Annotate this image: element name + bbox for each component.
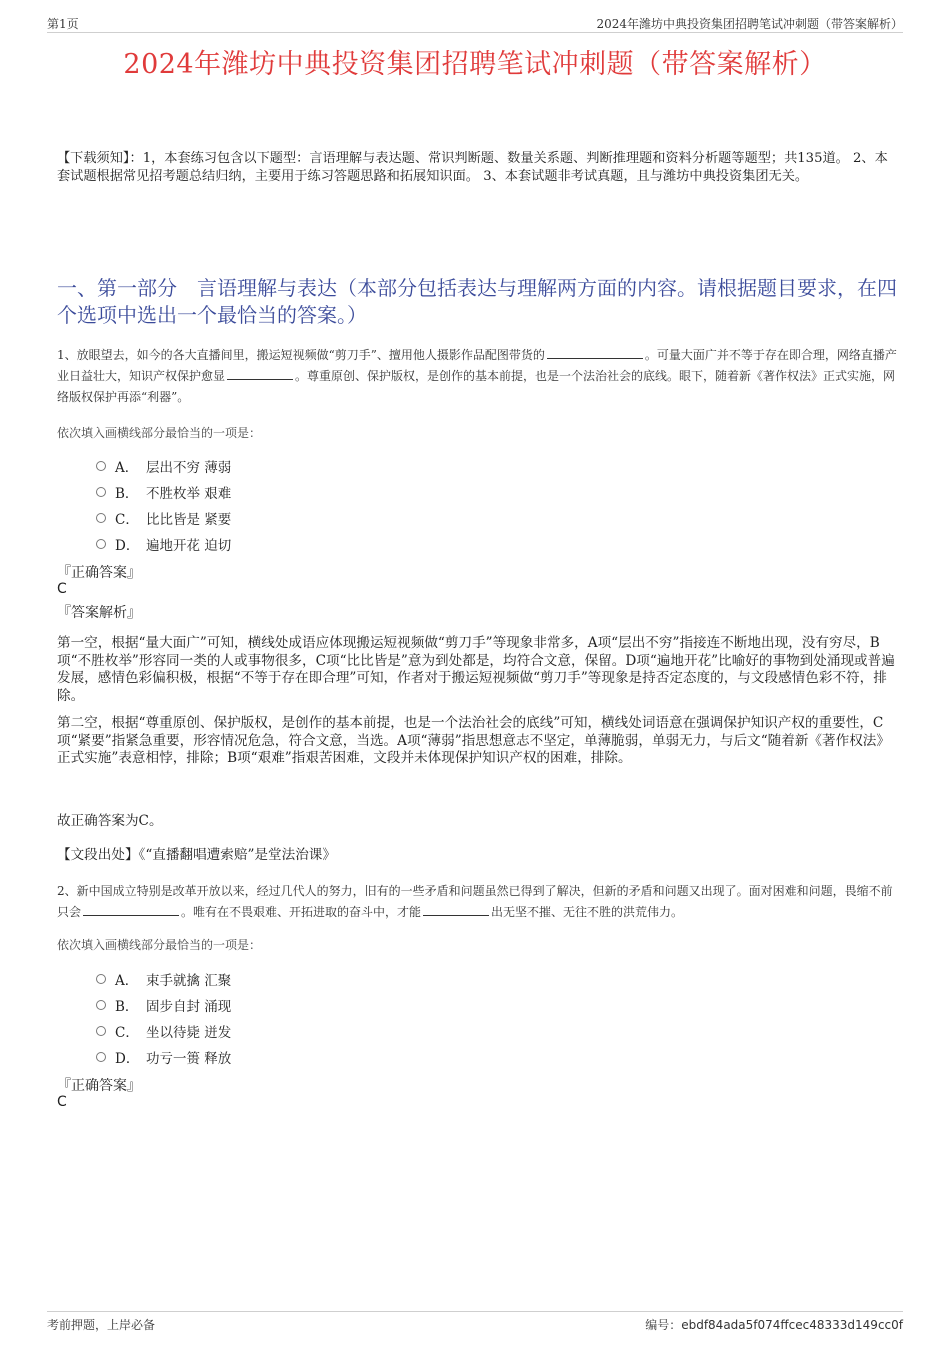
- q1-option-b[interactable]: [96, 479, 231, 505]
- q1-answer-label: 『正确答案』: [57, 565, 141, 581]
- page-number: 第1页: [47, 17, 79, 31]
- option-letter: C．: [115, 512, 139, 528]
- footer-code-label: 编号：: [645, 1318, 682, 1332]
- footer-code-value: ebdf84ada5f074ffcec48333d149cc0f: [681, 1318, 903, 1332]
- radio-icon[interactable]: [96, 1052, 106, 1062]
- option-text: 功亏一篑 释放: [146, 1051, 232, 1067]
- q2-blank-2: [423, 902, 489, 916]
- option-letter: C．: [115, 1025, 139, 1041]
- q2-prompt: 依次填入画横线部分最恰当的一项是：: [57, 938, 262, 952]
- option-letter: A．: [115, 973, 139, 989]
- page-header: [47, 15, 903, 33]
- option-text: 不胜枚举 艰难: [146, 486, 232, 502]
- q2-blank-1: [83, 902, 179, 916]
- radio-icon[interactable]: [96, 1026, 106, 1036]
- q2-answer-label: 『正确答案』: [57, 1078, 141, 1094]
- q1-source: 【文段出处】《“直播翻唱遭索赔”是堂法治课》: [57, 847, 336, 863]
- q1-analysis-paragraph-1: 第一空，根据“量大面广”可知，横线处成语应体现搬运短视频做“剪刀手”等现象非常多，A项“层出不穷”指接连不断地出现，没有穷尽，B项“不胜枚举”形容同一类的人或事物很多，C项“比比皆是”意为到处都是，均符合文意，保留。D项“遍地开花”比喻好的事物到处涌现或普遍发展，感情色彩偏积极，根据“不等于存在即合理”可知，作者对于搬运短视频做“剪刀手”等现象是持否定态度的，与文段感情色彩不符，排除。: [57, 635, 895, 704]
- section-heading: 一、第一部分 言语理解与表达（本部分包括表达与理解两方面的内容。请根据题目要求，在四个选项中选出一个最恰当的答案。）: [57, 276, 897, 327]
- q1-blank-2: [227, 366, 293, 380]
- q1-prompt: 依次填入画横线部分最恰当的一项是：: [57, 426, 262, 440]
- q1-conclusion: 故正确答案为C。: [57, 813, 163, 829]
- footer-code: [645, 1316, 903, 1333]
- option-text: 比比皆是 紧要: [146, 512, 232, 528]
- option-text: 固步自封 涌现: [146, 999, 232, 1015]
- radio-icon[interactable]: [96, 539, 106, 549]
- q1-options: [96, 453, 231, 557]
- q1-answer: C: [57, 581, 67, 597]
- option-letter: B．: [115, 486, 139, 502]
- question-2-stem: [57, 881, 897, 923]
- option-text: 遍地开花 迫切: [146, 538, 232, 554]
- q2-answer: C: [57, 1094, 67, 1110]
- q1-text-part-1: 1、放眼望去，如今的各大直播间里，搬运短视频做“剪刀手”、擅用他人摄影作品配图带货的: [57, 348, 545, 362]
- q2-option-a[interactable]: [96, 966, 231, 992]
- document-title: 2024年潍坊中典投资集团招聘笔试冲刺题（带答案解析）: [123, 49, 827, 80]
- question-1-stem: [57, 345, 897, 408]
- q1-text-part-2: 。可量大面广并不等于存在即合理，网络直播产业日益壮大，知识产权保护愈显: [57, 348, 897, 383]
- header-doc-title: 2024年潍坊中典投资集团招聘笔试冲刺题（带答案解析）: [596, 17, 903, 31]
- q1-blank-1: [547, 345, 643, 359]
- option-letter: B．: [115, 999, 139, 1015]
- radio-icon[interactable]: [96, 487, 106, 497]
- radio-icon[interactable]: [96, 1000, 106, 1010]
- download-notice: 【下载须知】：1，本套练习包含以下题型：言语理解与表达题、常识判断题、数量关系题、判断推理题和资料分析题等题型；共135道。 2、本套试题根据常见招考题总结归纳，主要用于练习答题思路和拓展知识面。 3、本套试题非考试真题，且与潍坊中典投资集团无关。: [57, 151, 888, 184]
- q1-option-a[interactable]: [96, 453, 231, 479]
- q1-analysis-paragraph-2: 第二空，根据“尊重原创、保护版权，是创作的基本前提，也是一个法治社会的底线”可知，横线处词语意在强调保护知识产权的重要性，C项“紧要”指紧急重要，形容情况危急，符合文意，当选。A项“薄弱”指思想意志不坚定，单薄脆弱，单弱无力，与后文“随着新《著作权法》正式实施”表意相悖，排除；B项“艰难”指艰苦困难，文段并未体现保护知识产权的困难，排除。: [57, 715, 890, 766]
- radio-icon[interactable]: [96, 974, 106, 984]
- option-text: 层出不穷 薄弱: [146, 460, 232, 476]
- q2-text-part-3: 出无坚不摧、无往不胜的洪荒伟力。: [491, 905, 684, 919]
- radio-icon[interactable]: [96, 461, 106, 471]
- q2-option-d[interactable]: [96, 1044, 231, 1070]
- option-text: 束手就擒 汇聚: [146, 973, 232, 989]
- option-letter: A．: [115, 460, 139, 476]
- q1-option-c[interactable]: [96, 505, 231, 531]
- q2-options: [96, 966, 231, 1070]
- q1-option-d[interactable]: [96, 531, 231, 557]
- option-letter: D．: [115, 1051, 140, 1067]
- q2-option-b[interactable]: [96, 992, 231, 1018]
- footer-slogan: 考前押题，上岸必备: [47, 1318, 156, 1332]
- option-letter: D．: [115, 538, 140, 554]
- option-text: 坐以待毙 迸发: [146, 1025, 232, 1041]
- q1-text-part-3: 。尊重原创、保护版权，是创作的基本前提，也是一个法治社会的底线。眼下，随着新《著作权法》正式实施，网络版权保护再添“利器”。: [57, 369, 896, 404]
- q2-option-c[interactable]: [96, 1018, 231, 1044]
- q2-text-part-2: 。唯有在不畏艰难、开拓进取的奋斗中，才能: [181, 905, 422, 919]
- page-footer: [47, 1311, 903, 1334]
- q1-analysis-label: 『答案解析』: [57, 605, 141, 621]
- q2-text-part-1: 2、新中国成立特别是改革开放以来，经过几代人的努力，旧有的一些矛盾和问题虽然已得到了解决，但新的矛盾和问题又出现了。面对困难和问题，畏缩不前只会: [57, 884, 893, 919]
- radio-icon[interactable]: [96, 513, 106, 523]
